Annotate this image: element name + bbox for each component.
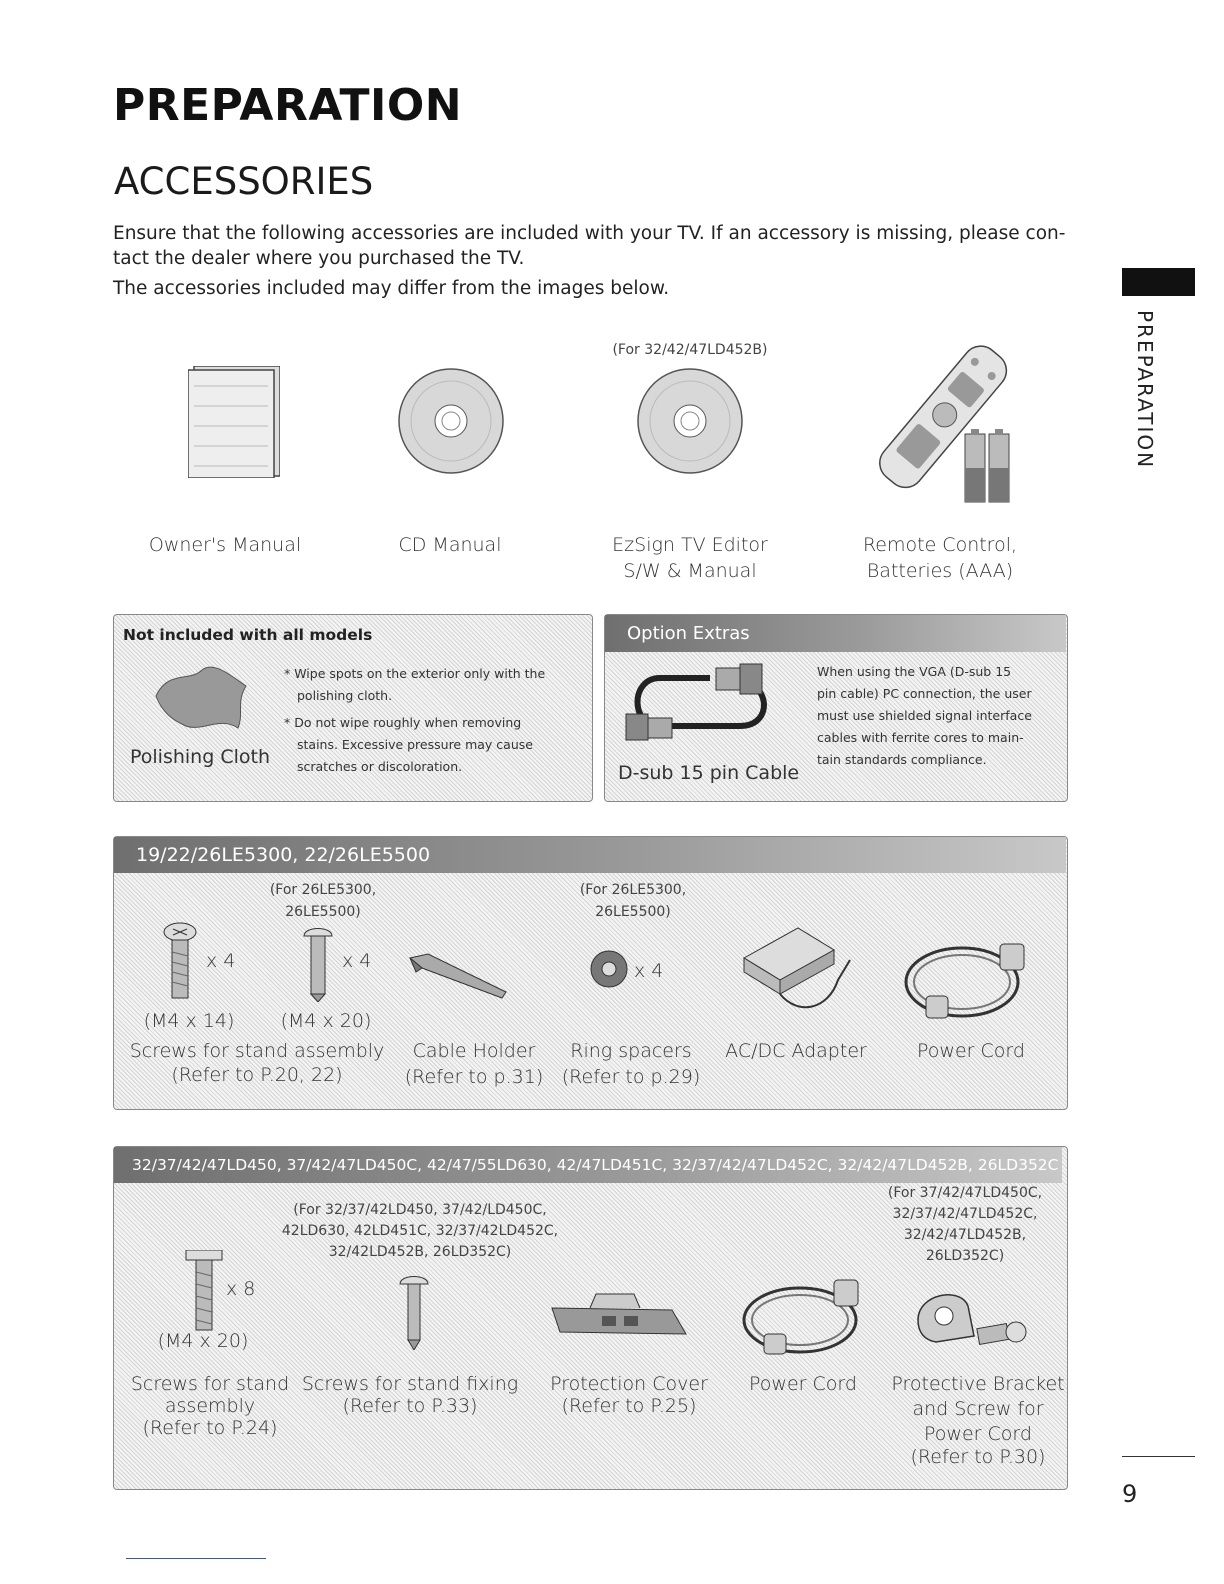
s2-cover-label: Protection Cover — [550, 1373, 708, 1395]
screw-m4x14-icon — [160, 922, 200, 1000]
s2-note-b-line4: 26LD352C) — [925, 1248, 1005, 1264]
ring-spacer-icon — [588, 948, 630, 990]
s2-bracket-label-1: Protective Bracket — [891, 1373, 1065, 1395]
polishing-note-2a: * Do not wipe roughly when removing — [284, 715, 522, 730]
dsub-note-4: cables with ferrite cores to main- — [817, 730, 1024, 745]
s1-ring-label: Ring spacers — [570, 1040, 692, 1062]
s2-fixing-label: Screws for stand fixing — [301, 1373, 519, 1395]
screw-stand-fixing-icon — [398, 1274, 430, 1350]
polishing-note-2b: stains. Excessive pressure may cause — [297, 737, 533, 752]
dsub-note-2: pin cable) PC connection, the user — [817, 686, 1032, 701]
s2-note-b-line3: 32/42/47LD452B, — [903, 1227, 1027, 1243]
section-title: ACCESSORIES — [114, 160, 374, 203]
polishing-cloth-label: Polishing Cloth — [130, 746, 270, 768]
s2-note-b-line2: 32/37/42/47LD452C, — [892, 1206, 1038, 1222]
page-number-rule — [1122, 1456, 1195, 1457]
owners-manual-label: Owner's Manual — [148, 534, 302, 556]
s2-note-b-line1: (For 37/42/47LD450C, — [887, 1185, 1043, 1201]
footer-link-underline — [126, 1558, 266, 1559]
polishing-note-1a: * Wipe spots on the exterior only with the — [284, 666, 546, 681]
s1-screw2-size: (M4 x 20) — [280, 1010, 372, 1032]
s2-screw-qty: x 8 — [226, 1278, 256, 1300]
ezsign-model-note: (For 32/42/47LD452B) — [612, 342, 768, 358]
dsub-note-3: must use shielded signal interface — [817, 708, 1032, 723]
protective-bracket-icon — [908, 1280, 1032, 1362]
cd-manual-icon — [397, 367, 505, 475]
s1-screw-note-line1: (For 26LE5300, — [269, 882, 377, 898]
polishing-cloth-icon — [148, 660, 248, 736]
section2-header: 32/37/42/47LD450, 37/42/47LD450C, 42/47/55LD630, 42/47LD451C, 32/37/42/47LD452C, 32/42/47LD452B, 26LD352C — [114, 1147, 1062, 1183]
page-title: PREPARATION — [113, 80, 463, 131]
s2-bracket-label-3: Power Cord — [924, 1423, 1032, 1445]
ac-dc-adapter-icon — [738, 920, 856, 1020]
s2-assembly-ref: (Refer to P.24) — [142, 1417, 278, 1439]
cable-holder-icon — [406, 950, 510, 1000]
battery-icon — [962, 428, 1012, 504]
s2-note-a-line2: 42LD630, 42LD451C, 32/37/42LD452C, — [281, 1223, 559, 1239]
s1-screws-ref: (Refer to P.20, 22) — [171, 1064, 343, 1086]
power-cord-2-icon — [738, 1276, 868, 1358]
s2-screw-size: (M4 x 20) — [157, 1330, 249, 1352]
s1-adapter-label: AC/DC Adapter — [725, 1040, 867, 1062]
remote-label-line2: Batteries (AAA) — [866, 560, 1014, 582]
owners-manual-icon — [188, 366, 280, 478]
remote-label-line1: Remote Control, — [862, 534, 1018, 556]
chapter-side-label: PREPARATION — [1133, 310, 1157, 470]
s2-cover-ref: (Refer to P.25) — [561, 1395, 697, 1417]
polishing-note-2c: scratches or discoloration. — [297, 759, 463, 774]
s2-bracket-ref: (Refer to P.30) — [910, 1446, 1046, 1468]
dsub-note-1: When using the VGA (D-sub 15 — [817, 664, 1012, 679]
screw-m4x20-icon — [300, 926, 336, 1002]
s1-ring-qty: x 4 — [634, 960, 664, 982]
intro-line-2: tact the dealer where you purchased the TV. — [113, 248, 525, 269]
power-cord-icon — [902, 940, 1032, 1022]
s2-power-cord-label: Power Cord — [749, 1373, 857, 1395]
screw-m4x20-assembly-icon — [184, 1250, 224, 1332]
cd-manual-label: CD Manual — [398, 534, 502, 556]
intro-line-1: Ensure that the following accessories are included with your TV. If an accessory is missing, please con- — [113, 223, 1066, 244]
s2-fixing-ref: (Refer to P.33) — [342, 1395, 478, 1417]
not-included-header: Not included with all models — [123, 626, 373, 644]
s2-note-a-line3: 32/42LD452B, 26LD352C) — [328, 1244, 512, 1260]
s1-ring-note-line2: 26LE5500) — [595, 904, 671, 920]
page-number: 9 — [1122, 1480, 1138, 1508]
intro-line-3: The accessories included may differ from the images below. — [113, 278, 670, 299]
section1-header: 19/22/26LE5300, 22/26LE5500 — [114, 837, 1066, 873]
dsub-cable-label: D-sub 15 pin Cable — [618, 762, 800, 784]
s1-ring-note-line1: (For 26LE5300, — [579, 882, 687, 898]
s2-assembly-label-2: assembly — [164, 1395, 256, 1417]
s1-cable-holder-ref: (Refer to p.31) — [404, 1066, 544, 1088]
s1-power-cord-label: Power Cord — [917, 1040, 1025, 1062]
dsub-cable-icon — [620, 662, 780, 746]
polishing-note-1b: polishing cloth. — [297, 688, 393, 703]
ezsign-cd-icon — [636, 367, 744, 475]
dsub-note-5: tain standards compliance. — [817, 752, 987, 767]
chapter-tab-marker — [1122, 268, 1195, 296]
s1-screws-label: Screws for stand assembly — [129, 1040, 385, 1062]
s2-note-a-line1: (For 32/37/42LD450, 37/42/LD450C, — [293, 1202, 547, 1218]
protection-cover-icon — [548, 1288, 688, 1340]
s1-ring-ref: (Refer to p.29) — [561, 1066, 701, 1088]
s1-screw1-size: (M4 x 14) — [143, 1010, 235, 1032]
ezsign-label-line2: S/W & Manual — [623, 560, 757, 582]
s1-screw-note-line2: 26LE5500) — [285, 904, 361, 920]
s2-assembly-label-1: Screws for stand — [130, 1373, 290, 1395]
ezsign-label-line1: EzSign TV Editor — [612, 534, 768, 556]
s1-cable-holder-label: Cable Holder — [412, 1040, 536, 1062]
s1-screw2-qty: x 4 — [342, 950, 372, 972]
s2-bracket-label-2: and Screw for — [912, 1398, 1044, 1420]
option-extras-header: Option Extras — [605, 615, 1066, 652]
s1-screw1-qty: x 4 — [206, 950, 236, 972]
